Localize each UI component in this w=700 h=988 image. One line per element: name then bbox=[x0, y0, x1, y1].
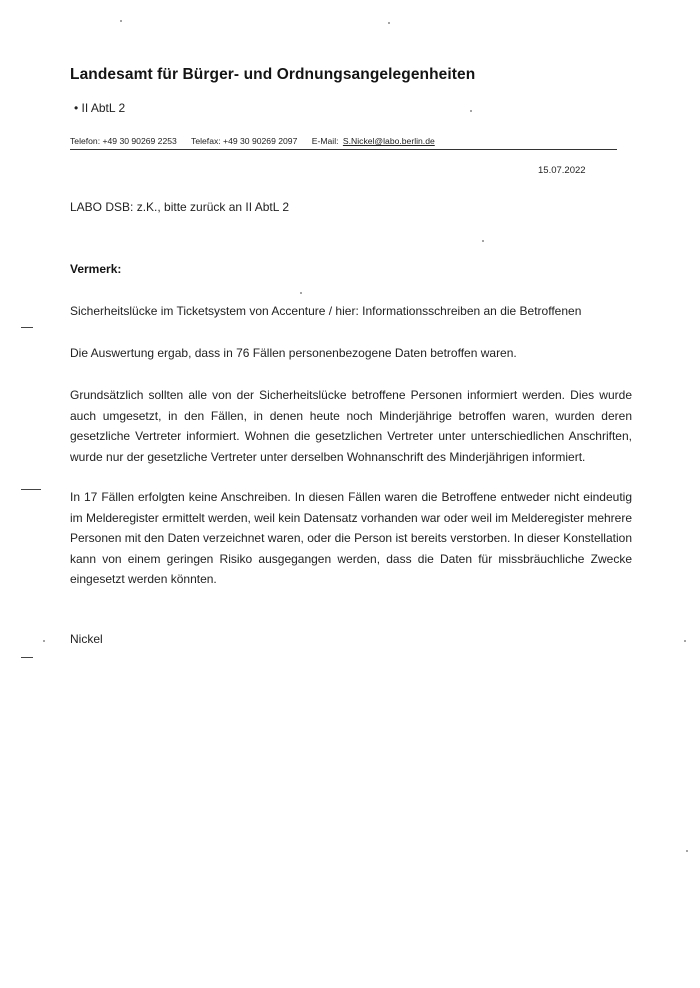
paragraph-2: Grundsätzlich sollten alle von der Sicherheitslücke betroffene Personen informiert werden. Dies wurde auch umgesetzt, in den Fällen, in denen heute noch Minderjährige betroffen waren, wurden deren gesetzliche Vertreter informiert. Wohnen die gesetzlichen Vertreter unter unterschiedlichen Anschriften, wurde nur der gesetzliche Vertreter unter derselben Wohnanschrift des Minderjährigen informiert. bbox=[70, 388, 632, 464]
scan-speck bbox=[686, 850, 688, 852]
fax-number: Telefax: +49 30 90269 2097 bbox=[191, 136, 298, 146]
email-link[interactable]: S.Nickel@labo.berlin.de bbox=[342, 136, 435, 146]
fold-mark bbox=[21, 489, 41, 490]
phone-number: Telefon: +49 30 90269 2253 bbox=[70, 136, 177, 146]
punch-mark-top bbox=[21, 327, 33, 328]
department-line: • II AbtL 2 bbox=[74, 101, 126, 115]
contact-line bbox=[70, 136, 435, 146]
memo-subject: Sicherheitslücke im Ticketsystem von Accenture / hier: Informationsschreiben an die Betroffenen bbox=[70, 304, 582, 318]
memo-heading: Vermerk: bbox=[70, 262, 122, 276]
scan-speck bbox=[388, 22, 390, 24]
signature-name: Nickel bbox=[70, 632, 103, 646]
scan-speck bbox=[684, 640, 686, 642]
punch-mark-bottom bbox=[21, 657, 33, 658]
routing-note: LABO DSB: z.K., bitte zurück an II AbtL 2 bbox=[70, 200, 289, 214]
document-date: 15.07.2022 bbox=[538, 165, 586, 176]
scan-speck bbox=[470, 110, 472, 112]
paragraph-1: Die Auswertung ergab, dass in 76 Fällen personenbezogene Daten betroffen waren. bbox=[70, 346, 517, 360]
email-label: E-Mail: bbox=[311, 136, 339, 146]
scan-speck bbox=[482, 240, 484, 242]
organization-title: Landesamt für Bürger- und Ordnungsangelegenheiten bbox=[70, 66, 476, 83]
header-divider bbox=[70, 149, 617, 150]
scan-speck bbox=[43, 640, 45, 642]
paragraph-3: In 17 Fällen erfolgten keine Anschreiben. In diesen Fällen waren die Betroffene entweder nicht eindeutig im Melderegister ermittelt werden, weil kein Datensatz vorhanden war oder weil im Melderegister mehrere Personen mit den Daten verzeichnet waren, oder die Person ist bereits verstorben. In dieser Konstellation kann von einem geringen Risiko ausgegangen werden, dass die Daten für missbräuchliche Zwecke eingesetzt werden könnten. bbox=[70, 490, 632, 586]
scan-speck bbox=[120, 20, 122, 22]
scan-speck bbox=[300, 292, 302, 294]
